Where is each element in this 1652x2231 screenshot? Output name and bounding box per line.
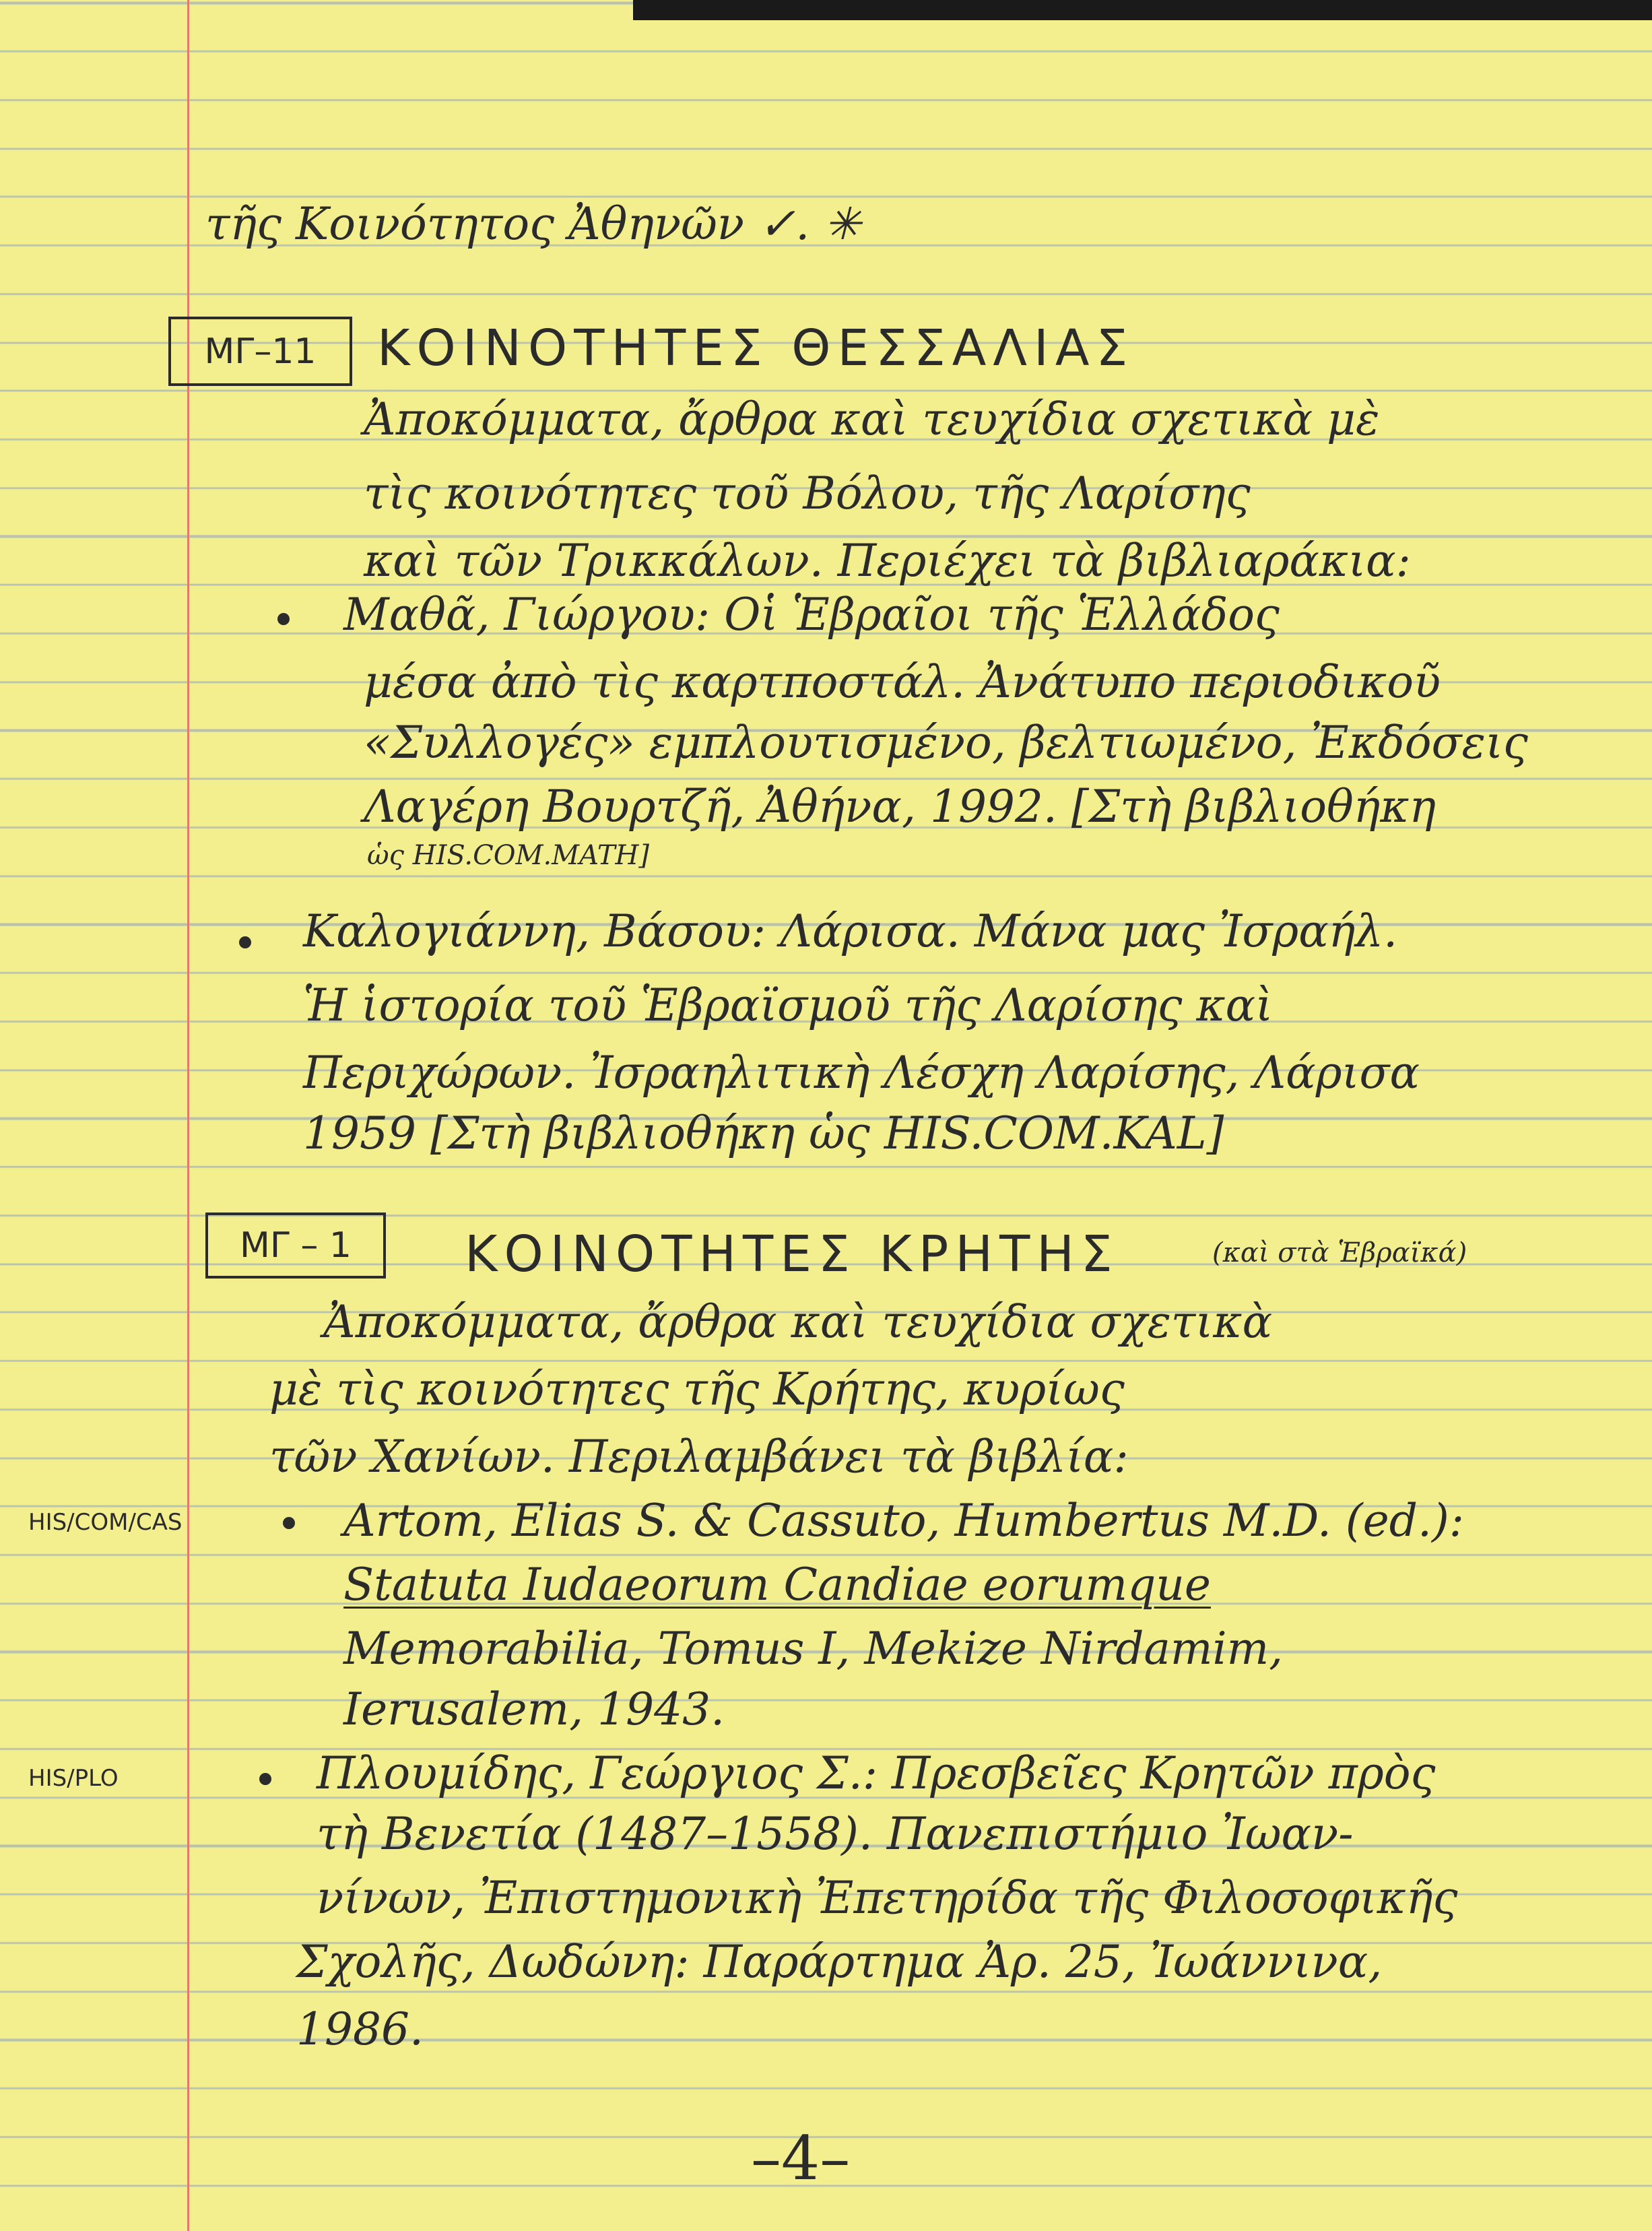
scan-top-edge: [633, 0, 1652, 20]
entry-line: Artom, Elias S. & Cassuto, Humbertus M.D. (ed.):: [343, 1495, 1464, 1547]
section-title-note: (καὶ στὰ Ἑβραϊκά): [1212, 1237, 1467, 1268]
entry-line: Πλουμίδης, Γεώργιος Σ.: Πρεσβεῖες Κρητῶν πρὸς: [317, 1747, 1436, 1799]
bullet-dot: [283, 1517, 295, 1529]
header-line: τῆς Κοινότητος Ἀθηνῶν ✓. ✳: [205, 198, 861, 250]
entry-line: Memorabilia, Tomus I, Mekize Nirdamim,: [343, 1623, 1284, 1675]
entry-line: Σχολῆς, Δωδώνη: Παράρτημα Ἀρ. 25, Ἰωάννινα,: [296, 1936, 1383, 1988]
entry-line: Μαθᾶ, Γιώργου: Οἱ Ἑβραῖοι τῆς Ἑλλάδος: [343, 589, 1280, 641]
entry-line: ὡς HIS.COM.MATH]: [367, 840, 650, 871]
entry-line: Ierusalem, 1943.: [343, 1683, 725, 1735]
entry-line: 1986.: [296, 2003, 424, 2055]
intro-line: τῶν Χανίων. Περιλαμβάνει τὰ βιβλία:: [269, 1431, 1129, 1483]
section-code-box: ΜΓ–11: [168, 317, 352, 386]
intro-line: μὲ τὶς κοινότητες τῆς Κρήτης, κυρίως: [269, 1363, 1125, 1415]
intro-line: Ἀποκόμματα, ἄρθρα καὶ τευχίδια σχετικὰ: [323, 1296, 1273, 1348]
section-title: ΚΟΙΝΟΤΗΤΕΣ ΚΡΗΤΗΣ: [465, 1225, 1119, 1283]
entry-line: 1959 [Στὴ βιβλιοθήκη ὡς HIS.COM.KAL]: [303, 1107, 1224, 1159]
intro-line: Ἀποκόμματα, ἄρθρα καὶ τευχίδια σχετικὰ μὲ: [364, 393, 1380, 445]
bullet-dot: [277, 613, 290, 625]
entry-line: νίνων, Ἐπιστημονικὴ Ἐπετηρίδα τῆς Φιλοσοφικῆς: [317, 1872, 1458, 1924]
margin-call-number: HIS/COM/CAS: [28, 1509, 183, 1536]
entry-line: Ἡ ἱστορία τοῦ Ἑβραϊσμοῦ τῆς Λαρίσης καὶ: [303, 979, 1274, 1031]
entry-line: Περιχώρων. Ἰσραηλιτικὴ Λέσχη Λαρίσης, Λάρισα: [303, 1047, 1420, 1099]
intro-line: τὶς κοινότητες τοῦ Βόλου, τῆς Λαρίσης: [364, 467, 1251, 519]
entry-line: Καλογιάννη, Βάσου: Λάρισα. Μάνα μας Ἰσραήλ.: [303, 905, 1398, 957]
intro-line: καὶ τῶν Τρικκάλων. Περιέχει τὰ βιβλιαράκια:: [364, 535, 1411, 587]
section-code-box: ΜΓ – 1: [205, 1212, 386, 1279]
entry-title-underlined: Statuta Iudaeorum Candiae eorumque: [343, 1559, 1211, 1611]
margin-call-number: HIS/PLO: [28, 1765, 119, 1792]
entry-line: Λαγέρη Βουρτζῆ, Ἀθήνα, 1992. [Στὴ βιβλιοθήκη: [364, 781, 1436, 833]
section-title: ΚΟΙΝΟΤΗΤΕΣ ΘΕΣΣΑΛΙΑΣ: [377, 319, 1135, 377]
entry-line: μέσα ἀπὸ τὶς καρτποστάλ. Ἀνάτυπο περιοδικοῦ: [364, 656, 1441, 708]
bullet-dot: [259, 1773, 271, 1785]
entry-line: τὴ Βενετία (1487–1558). Πανεπιστήμιο Ἰωαν-: [317, 1808, 1354, 1860]
page-number: –4–: [751, 2123, 851, 2194]
entry-line: «Συλλογές» εμπλουτισμένο, βελτιωμένο, Ἐκδόσεις: [364, 717, 1528, 769]
bullet-dot: [239, 936, 251, 948]
